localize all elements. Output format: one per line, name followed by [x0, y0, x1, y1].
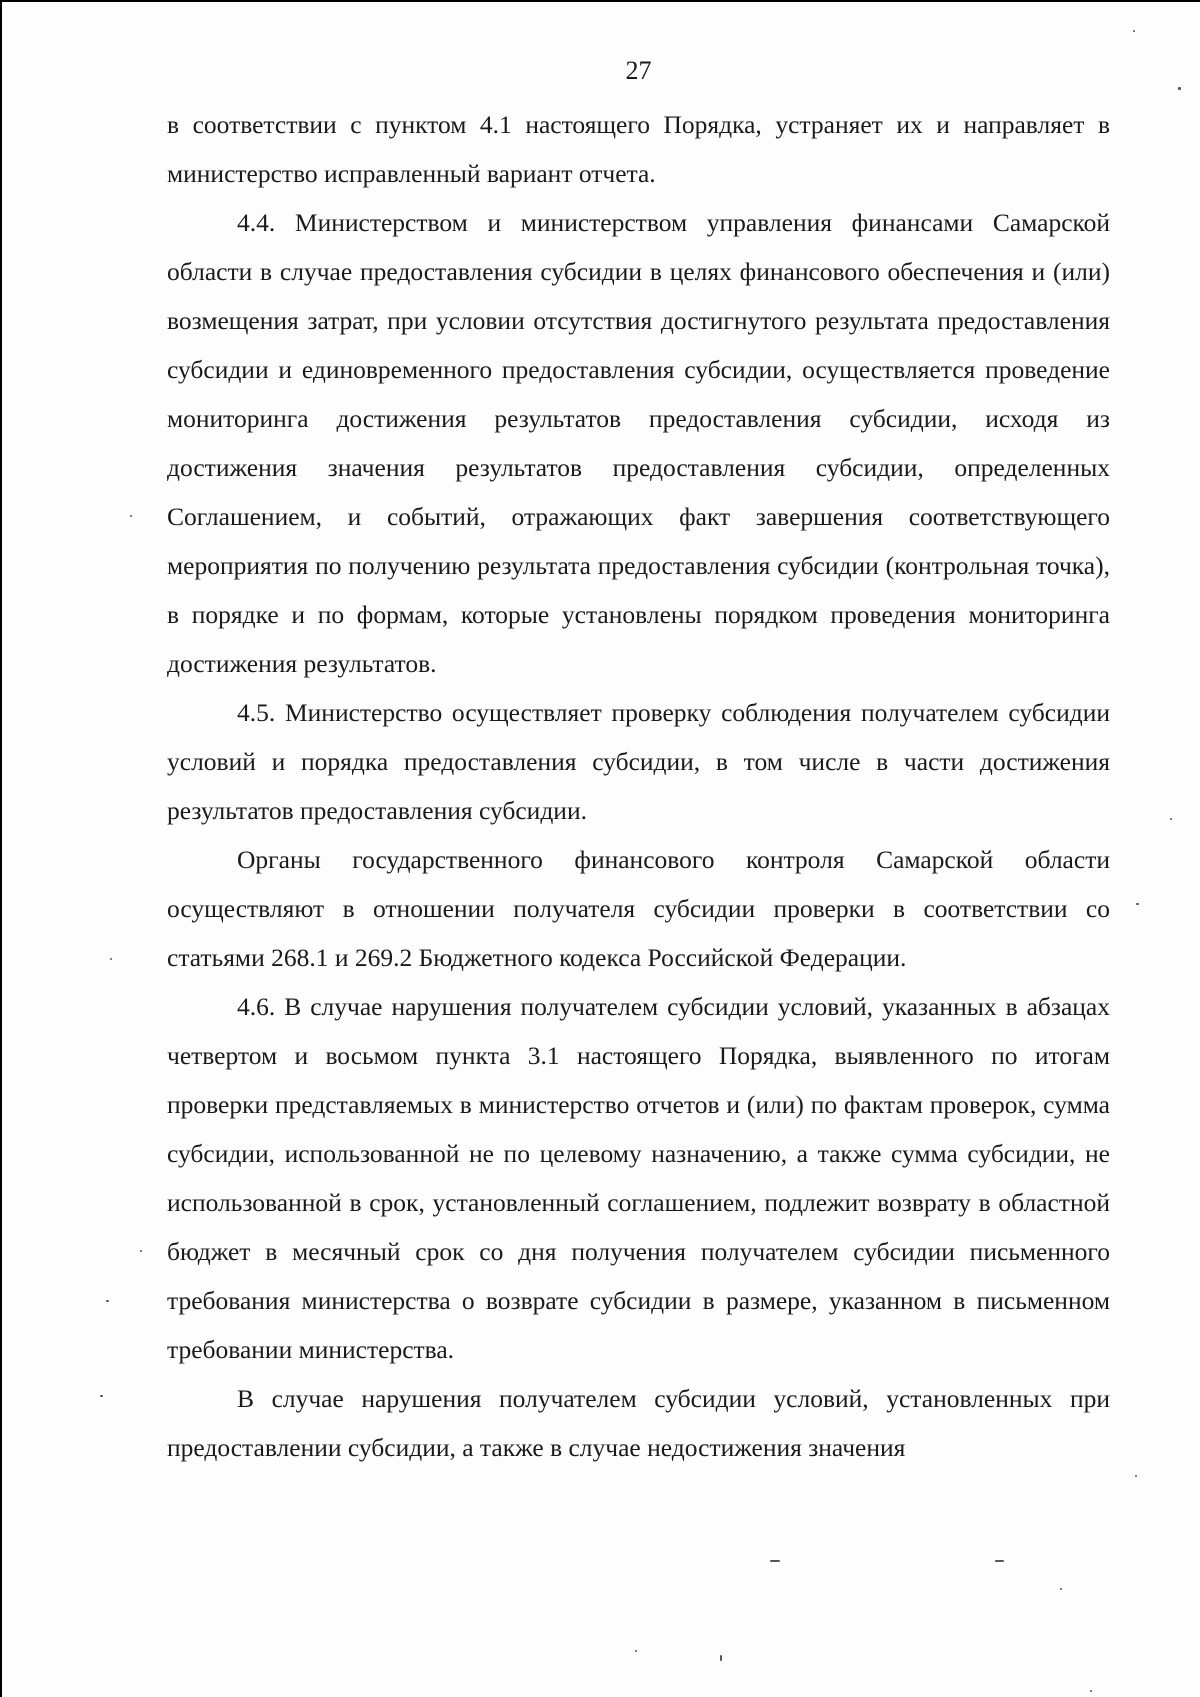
paragraph-violation-case: В случае нарушения получателем субсидии условий, установленных при предоставлении субсидии, а также в случае недостижения значения — [167, 1384, 1110, 1462]
paragraph-continuation: в соответствии с пунктом 4.1 настоящего Порядка, устраняет их и направляет в министерство исправленный вариант отчета. — [167, 110, 1110, 188]
body-text — [167, 100, 1110, 1472]
scan-border-left — [0, 0, 2, 1697]
scan-border-top — [0, 0, 1200, 2]
paragraph-control-bodies: Органы государственного финансового контроля Самарской области осуществляют в отношении получателя субсидии проверки в соответствии со статьями 268.1 и 269.2 Бюджетного кодекса Российской Федерации. — [167, 845, 1110, 972]
paragraph-4-5: 4.5. Министерство осуществляет проверку соблюдения получателем субсидии условий и порядка предоставления субсидии, в том числе в части достижения результатов предоставления субсидии. — [167, 698, 1110, 825]
page-number: 27 — [625, 56, 652, 85]
paragraph-4-4: 4.4. Министерством и министерством управления финансами Самарской области в случае предоставления субсидии в целях финансового обеспечения и (или) возмещения затрат, при условии отсутствия достигнутого результата предоставления субсидии и единовременного предоставления субсидии, осуществляется проведение мониторинга достижения результатов предоставления субсидии, исходя из достижения значения результатов предоставления субсидии, определенных Соглашением, и событий, отражающих факт завершения соответствующего мероприятия по получению результата предоставления субсидии (контрольная точка), в порядке и по формам, которые установлены порядком проведения мониторинга достижения результатов. — [167, 208, 1110, 678]
paragraph-4-6: 4.6. В случае нарушения получателем субсидии условий, указанных в абзацах четвертом и восьмом пункта 3.1 настоящего Порядка, выявленного по итогам проверки представляемых в министерство отчетов и (или) по фактам проверок, сумма субсидии, использованной не по целевому назначению, а также сумма субсидии, не использованной в срок, установленный соглашением, подлежит возврату в областной бюджет в месячный срок со дня получения получателем субсидии письменного требования министерства о возврате субсидии в размере, указанном в письменном требовании министерства. — [167, 992, 1110, 1364]
